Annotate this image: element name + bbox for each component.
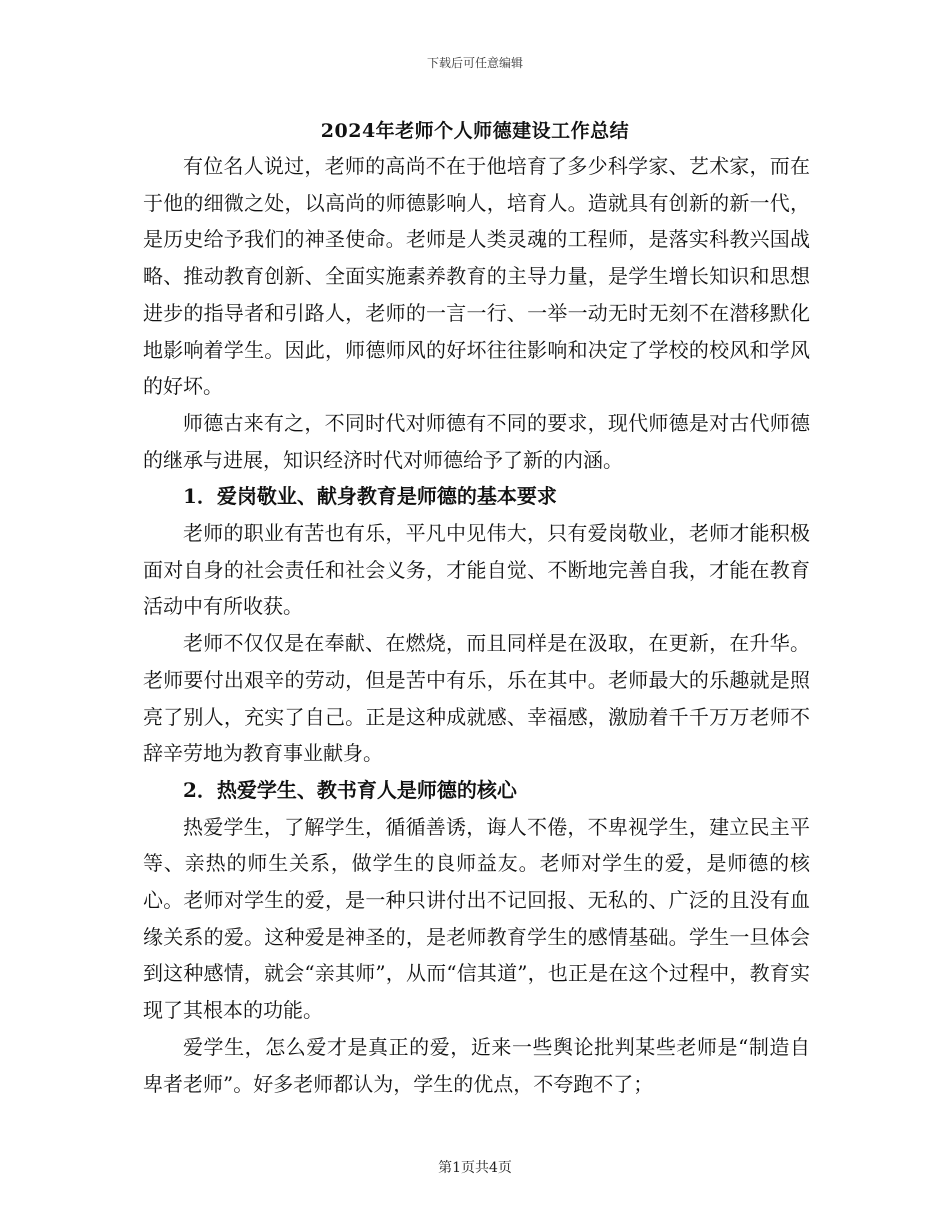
- document-body: [143, 148, 810, 1102]
- paragraph: 老师的职业有苦也有乐，平凡中见伟大，只有爱岗敬业，老师才能积极面对自身的社会责任和社会义务，才能自觉、不断地完善自我，才能在教育活动中有所收获。: [143, 521, 810, 619]
- paragraph: 老师不仅仅是在奉献、在燃烧，而且同样是在汲取，在更新，在升华。老师要付出艰辛的劳动，但是苦中有乐，乐在其中。老师最大的乐趣就是照亮了别人，充实了自己。正是这种成就感、幸福感，激励着千千万万老师不辞辛劳地为教育事业献身。: [143, 631, 810, 766]
- header-note: 下载后可任意编辑: [426, 56, 523, 70]
- document-title: 2024年老师个人师德建设工作总结: [320, 120, 630, 142]
- paragraph: 爱学生，怎么爱才是真正的爱，近来一些舆论批判某些老师是“制造自卑者老师”。好多老师都认为，学生的优点，不夸跑不了；: [143, 1034, 810, 1096]
- page-number-footer: 第1页共4页: [438, 1160, 512, 1176]
- paragraph: 师德古来有之，不同时代对师德有不同的要求，现代师德是对古代师德的继承与进展，知识经济时代对师德给予了新的内涵。: [143, 410, 810, 472]
- section-heading: 2．热爱学生、教书育人是师德的核心: [183, 777, 517, 802]
- paragraph: 有位名人说过，老师的高尚不在于他培育了多少科学家、艺术家，而在于他的细微之处，以高尚的师德影响人，培育人。造就具有创新的新一代，是历史给予我们的神圣使命。老师是人类灵魂的工程师，是落实科教兴国战略、推动教育创新、全面实施素养教育的主导力量，是学生增长知识和思想进步的指导者和引路人，老师的一言一行、一举一动无时无刻不在潜移默化地影响着学生。因此，师德师风的好坏往往影响和决定了学校的校风和学风的好坏。: [143, 154, 810, 399]
- paragraph: 热爱学生，了解学生，循循善诱，诲人不倦，不卑视学生，建立民主平等、亲热的师生关系，做学生的良师益友。老师对学生的爱，是师德的核心。老师对学生的爱，是一种只讲付出不记回报、无私的、广泛的且没有血缘关系的爱。这种爱是神圣的，是老师教育学生的感情基础。学生一旦体会到这种感情，就会“亲其师”，从而“信其道”，也正是在这个过程中，教育实现了其根本的功能。: [143, 814, 810, 1023]
- section-heading: 1．爱岗敬业、献身教育是师德的基本要求: [183, 484, 557, 509]
